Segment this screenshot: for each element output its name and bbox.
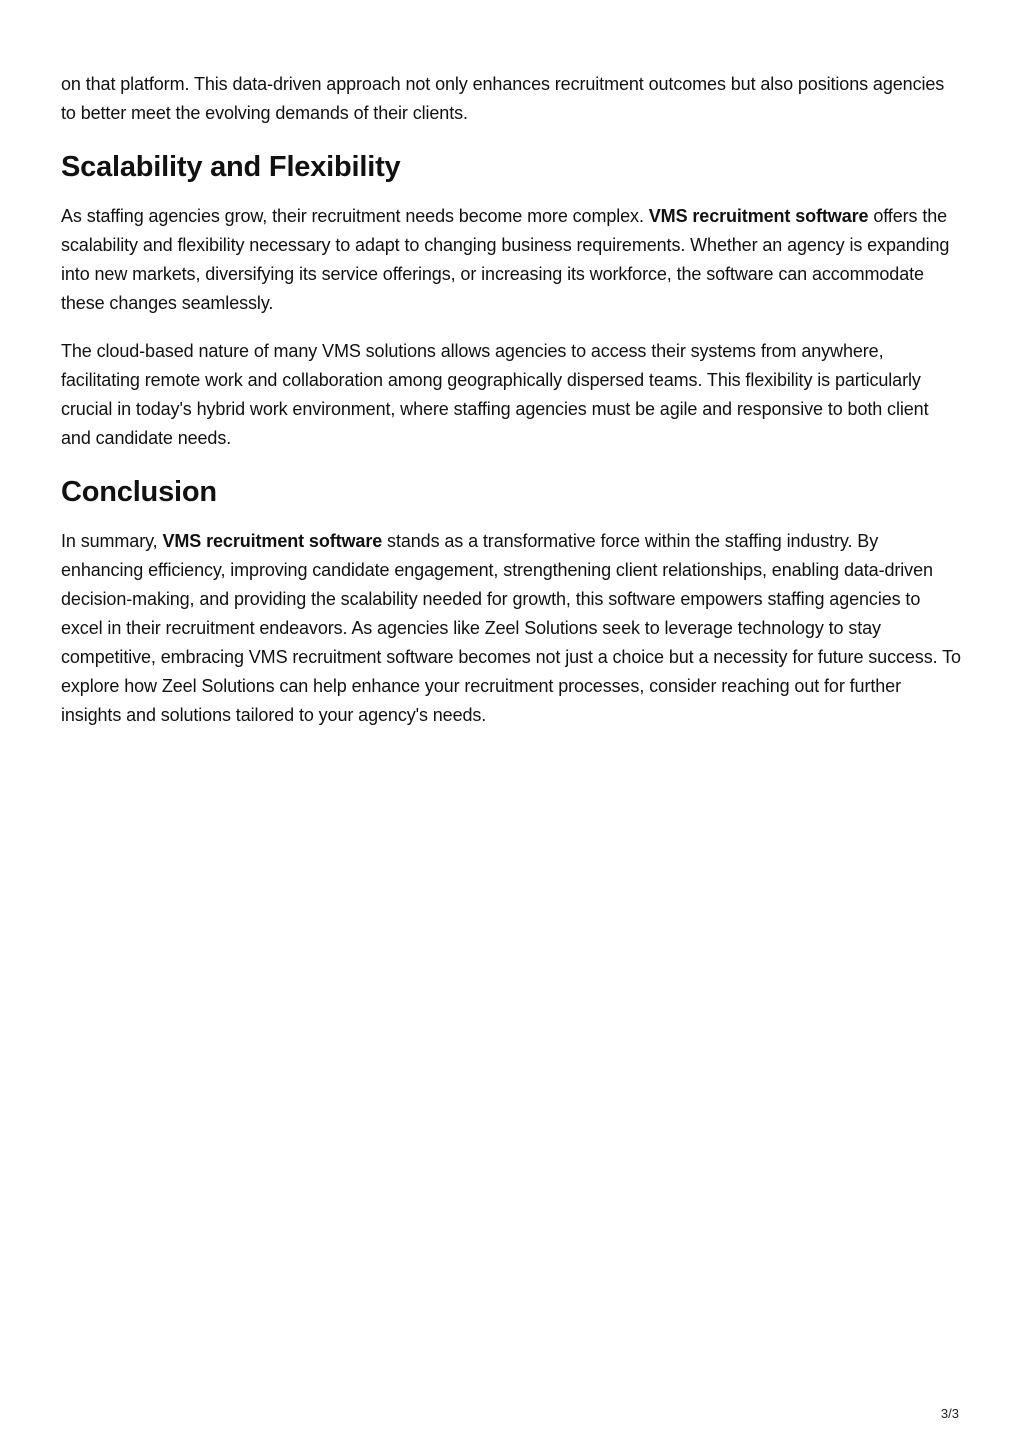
scalability-paragraph-1-text-after: offers the scalability and flexibility necessary to adapt to changing business requirements. Whether an agency is expanding into new markets, diversifying its service offerings, or increasing its workforce, the software can accommodate these changes seamlessly.: [61, 206, 950, 313]
vms-recruitment-software-bold: VMS recruitment software: [648, 206, 869, 226]
section-heading-scalability: Scalability and Flexibility: [61, 151, 401, 183]
page-number: 3/3: [940, 1406, 959, 1421]
section-heading-conclusion: Conclusion: [61, 476, 217, 508]
scalability-paragraph-1: [61, 202, 961, 318]
scalability-paragraph-1-text-before: As staffing agencies grow, their recruitment needs become more complex.: [61, 206, 649, 226]
intro-paragraph: on that platform. This data-driven approach not only enhances recruitment outcomes but also positions agencies to better meet the evolving demands of their clients.: [61, 74, 945, 123]
conclusion-paragraph-text-before: In summary,: [61, 531, 163, 551]
conclusion-paragraph: [61, 527, 961, 730]
vms-recruitment-software-bold: VMS recruitment software: [162, 531, 383, 551]
document-page: [61, 70, 961, 730]
scalability-paragraph-2: The cloud-based nature of many VMS solutions allows agencies to access their systems from anywhere, facilitating remote work and collaboration among geographically dispersed teams. This flexibility is particularly crucial in today's hybrid work environment, where staffing agencies must be agile and responsive to both client and candidate needs.: [61, 341, 929, 448]
conclusion-paragraph-text-after: stands as a transformative force within the staffing industry. By enhancing efficiency, improving candidate engagement, strengthening client relationships, enabling data-driven decision-making, and providing the scalability needed for growth, this software empowers staffing agencies to excel in their recruitment endeavors. As agencies like Zeel Solutions seek to leverage technology to stay competitive, embracing VMS recruitment software becomes not just a choice but a necessity for future success. To explore how Zeel Solutions can help enhance your recruitment processes, consider reaching out for further insights and solutions tailored to your agency's needs.: [61, 531, 961, 725]
